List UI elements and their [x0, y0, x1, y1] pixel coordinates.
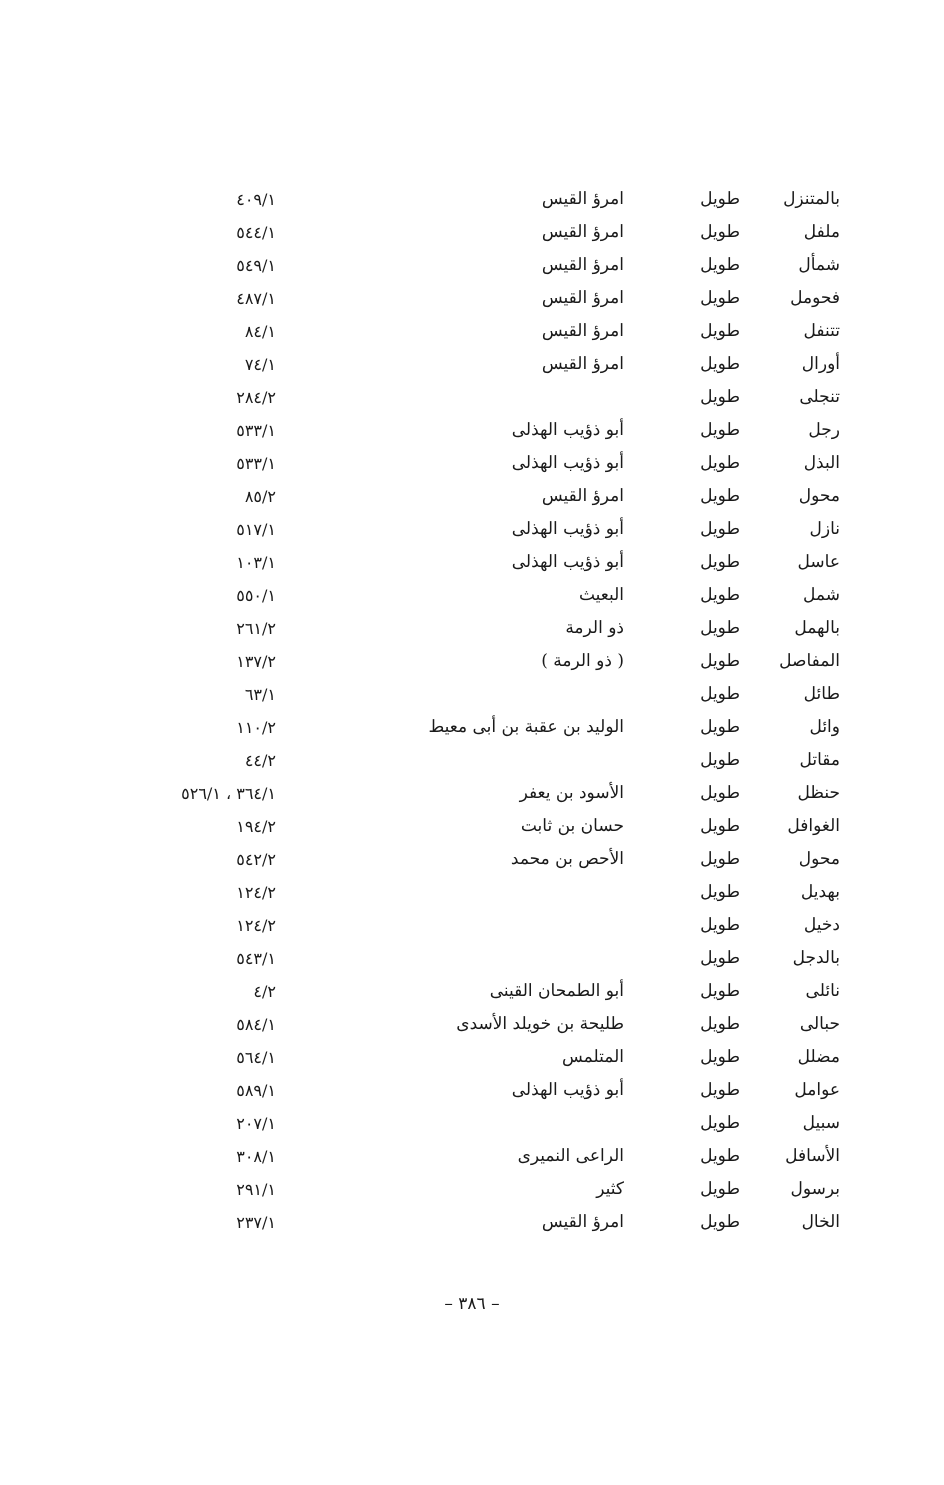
poet-name: الأسود بن يعفر [519, 783, 624, 803]
poet-name: امرؤ القيس [541, 486, 624, 506]
table-row [0, 348, 944, 381]
poet-name: كثير [596, 1179, 624, 1199]
poet-name: طليحة بن خويلد الأسدى [456, 1014, 624, 1034]
meter-name: طويل [700, 189, 740, 209]
volume-page-reference: ٤/٢ [253, 982, 276, 1001]
meter-name: طويل [700, 552, 740, 572]
volume-page-reference: ٣٠٨/١ [236, 1147, 276, 1166]
rhyme-word: حنظل [797, 783, 840, 803]
table-row [0, 282, 944, 315]
volume-page-reference: ٥٣٣/١ [236, 421, 276, 440]
table-row [0, 579, 944, 612]
volume-page-reference: ٥٤٢/٢ [236, 850, 276, 869]
rhyme-word: الخال [801, 1212, 840, 1232]
rhyme-word: الأسافل [785, 1146, 840, 1166]
meter-name: طويل [700, 1146, 740, 1166]
poet-name: الأحص بن محمد [510, 849, 624, 869]
meter-name: طويل [700, 321, 740, 341]
poet-name: أبو الطمحان القينى [489, 981, 624, 1001]
volume-page-reference: ٢٩١/١ [236, 1180, 276, 1199]
rhyme-word: رجل [808, 420, 840, 440]
table-row [0, 843, 944, 876]
table-row [0, 315, 944, 348]
volume-page-reference: ٦٣/١ [244, 685, 276, 704]
table-row [0, 1107, 944, 1140]
rhyme-word: نازل [809, 519, 840, 539]
volume-page-reference: ٥٤٩/١ [236, 256, 276, 275]
meter-name: طويل [700, 585, 740, 605]
meter-name: طويل [700, 750, 740, 770]
table-row [0, 942, 944, 975]
poet-name: أبو ذؤيب الهذلى [511, 453, 624, 473]
table-row [0, 414, 944, 447]
rhyme-word: محول [798, 849, 840, 869]
page-number: – ٣٨٦ – [444, 1294, 500, 1314]
table-row [0, 1173, 944, 1206]
rhyme-word: عوامل [794, 1080, 840, 1100]
poet-name: المتلمس [562, 1047, 624, 1067]
rhyme-word: أورال [801, 354, 840, 374]
poet-name: امرؤ القيس [541, 1212, 624, 1232]
volume-page-reference: ٥٥٠/١ [236, 586, 276, 605]
table-row [0, 381, 944, 414]
meter-name: طويل [700, 948, 740, 968]
poet-name: ذو الرمة [565, 618, 624, 638]
table-row [0, 546, 944, 579]
rhyme-word: ملفل [803, 222, 840, 242]
table-row [0, 216, 944, 249]
meter-name: طويل [700, 1080, 740, 1100]
poet-name: امرؤ القيس [541, 255, 624, 275]
table-row [0, 678, 944, 711]
rhyme-word: المفاصل [779, 651, 840, 671]
volume-page-reference: ١٢٤/٢ [236, 883, 276, 902]
table-row [0, 1074, 944, 1107]
poet-name: الراعى النميرى [517, 1146, 624, 1166]
volume-page-reference: ٥٦٤/١ [236, 1048, 276, 1067]
rhyme-word: برسول [790, 1179, 840, 1199]
meter-name: طويل [700, 684, 740, 704]
meter-name: طويل [700, 354, 740, 374]
poet-name: حسان بن ثابت [520, 816, 624, 836]
volume-page-reference: ٥٤٤/١ [236, 223, 276, 242]
rhyme-word: طائل [803, 684, 840, 704]
volume-page-reference: ٥٨٤/١ [236, 1015, 276, 1034]
table-row [0, 810, 944, 843]
verse-index-table [0, 183, 944, 1239]
meter-name: طويل [700, 915, 740, 935]
poet-name: أبو ذؤيب الهذلى [511, 1080, 624, 1100]
rhyme-word: فحومل [790, 288, 840, 308]
rhyme-word: البذل [803, 453, 840, 473]
table-row [0, 513, 944, 546]
volume-page-reference: ٥١٧/١ [236, 520, 276, 539]
volume-page-reference: ٨٥/٢ [244, 487, 276, 506]
rhyme-word: بالدجل [792, 948, 840, 968]
poet-name: امرؤ القيس [541, 354, 624, 374]
table-row [0, 183, 944, 216]
poet-name: البعيث [578, 585, 624, 605]
rhyme-word: مضلل [797, 1047, 840, 1067]
table-row [0, 744, 944, 777]
meter-name: طويل [700, 783, 740, 803]
table-row [0, 1041, 944, 1074]
table-row [0, 480, 944, 513]
poet-name: أبو ذؤيب الهذلى [511, 420, 624, 440]
volume-page-reference: ٧٤/١ [244, 355, 276, 374]
rhyme-word: الغوافل [787, 816, 840, 836]
meter-name: طويل [700, 519, 740, 539]
meter-name: طويل [700, 1212, 740, 1232]
meter-name: طويل [700, 387, 740, 407]
volume-page-reference: ٢٨٤/٢ [236, 388, 276, 407]
meter-name: طويل [700, 1014, 740, 1034]
rhyme-word: بالمتنزل [783, 189, 840, 209]
volume-page-reference: ١١٠/٢ [236, 718, 276, 737]
meter-name: طويل [700, 981, 740, 1001]
rhyme-word: تنجلى [799, 387, 840, 407]
meter-name: طويل [700, 717, 740, 737]
rhyme-word: بالهمل [794, 618, 840, 638]
volume-page-reference: ٥٤٣/١ [236, 949, 276, 968]
volume-page-reference: ٨٤/١ [244, 322, 276, 341]
volume-page-reference: ٢٣٧/١ [236, 1213, 276, 1232]
rhyme-word: سبيل [802, 1113, 840, 1133]
volume-page-reference: ٥٨٩/١ [236, 1081, 276, 1100]
poet-name: امرؤ القيس [541, 189, 624, 209]
table-row [0, 711, 944, 744]
table-row [0, 876, 944, 909]
poet-name: أبو ذؤيب الهذلى [511, 552, 624, 572]
rhyme-word: شمأل [798, 255, 840, 275]
rhyme-word: عاسل [797, 552, 840, 572]
table-row [0, 909, 944, 942]
volume-page-reference: ٤٤/٢ [244, 751, 276, 770]
meter-name: طويل [700, 288, 740, 308]
table-row [0, 1008, 944, 1041]
meter-name: طويل [700, 486, 740, 506]
volume-page-reference: ١٩٤/٢ [236, 817, 276, 836]
volume-page-reference: ٢٦١/٢ [236, 619, 276, 638]
meter-name: طويل [700, 255, 740, 275]
volume-page-reference: ٢٠٧/١ [236, 1114, 276, 1133]
meter-name: طويل [700, 1113, 740, 1133]
volume-page-reference: ١٠٣/١ [236, 553, 276, 572]
poet-name: امرؤ القيس [541, 321, 624, 341]
poet-name: ( ذو الرمة ) [541, 651, 624, 671]
meter-name: طويل [700, 849, 740, 869]
rhyme-word: وائل [809, 717, 840, 737]
poet-name: أبو ذؤيب الهذلى [511, 519, 624, 539]
meter-name: طويل [700, 618, 740, 638]
rhyme-word: محول [798, 486, 840, 506]
rhyme-word: بهديل [800, 882, 840, 902]
meter-name: طويل [700, 453, 740, 473]
table-row [0, 1206, 944, 1239]
table-row [0, 975, 944, 1008]
table-row [0, 249, 944, 282]
volume-page-reference: ١٢٤/٢ [236, 916, 276, 935]
poet-name: امرؤ القيس [541, 288, 624, 308]
table-row [0, 447, 944, 480]
rhyme-word: نائلى [805, 981, 840, 1001]
rhyme-word: تتنفل [803, 321, 840, 341]
rhyme-word: حبالى [799, 1014, 840, 1034]
rhyme-word: مقاتل [799, 750, 840, 770]
meter-name: طويل [700, 1047, 740, 1067]
table-row [0, 612, 944, 645]
table-row [0, 645, 944, 678]
table-row [0, 1140, 944, 1173]
volume-page-reference: ٤٨٧/١ [236, 289, 276, 308]
volume-page-reference: ١٣٧/٢ [236, 652, 276, 671]
volume-page-reference: ٣٦٤/١ ، ٥٢٦/١ [181, 784, 276, 803]
meter-name: طويل [700, 816, 740, 836]
meter-name: طويل [700, 222, 740, 242]
poet-name: امرؤ القيس [541, 222, 624, 242]
meter-name: طويل [700, 420, 740, 440]
meter-name: طويل [700, 1179, 740, 1199]
rhyme-word: شمل [803, 585, 840, 605]
table-row [0, 777, 944, 810]
volume-page-reference: ٥٣٣/١ [236, 454, 276, 473]
volume-page-reference: ٤٠٩/١ [236, 190, 276, 209]
meter-name: طويل [700, 882, 740, 902]
rhyme-word: دخيل [803, 915, 840, 935]
meter-name: طويل [700, 651, 740, 671]
poet-name: الوليد بن عقبة بن أبى معيط [428, 717, 624, 737]
